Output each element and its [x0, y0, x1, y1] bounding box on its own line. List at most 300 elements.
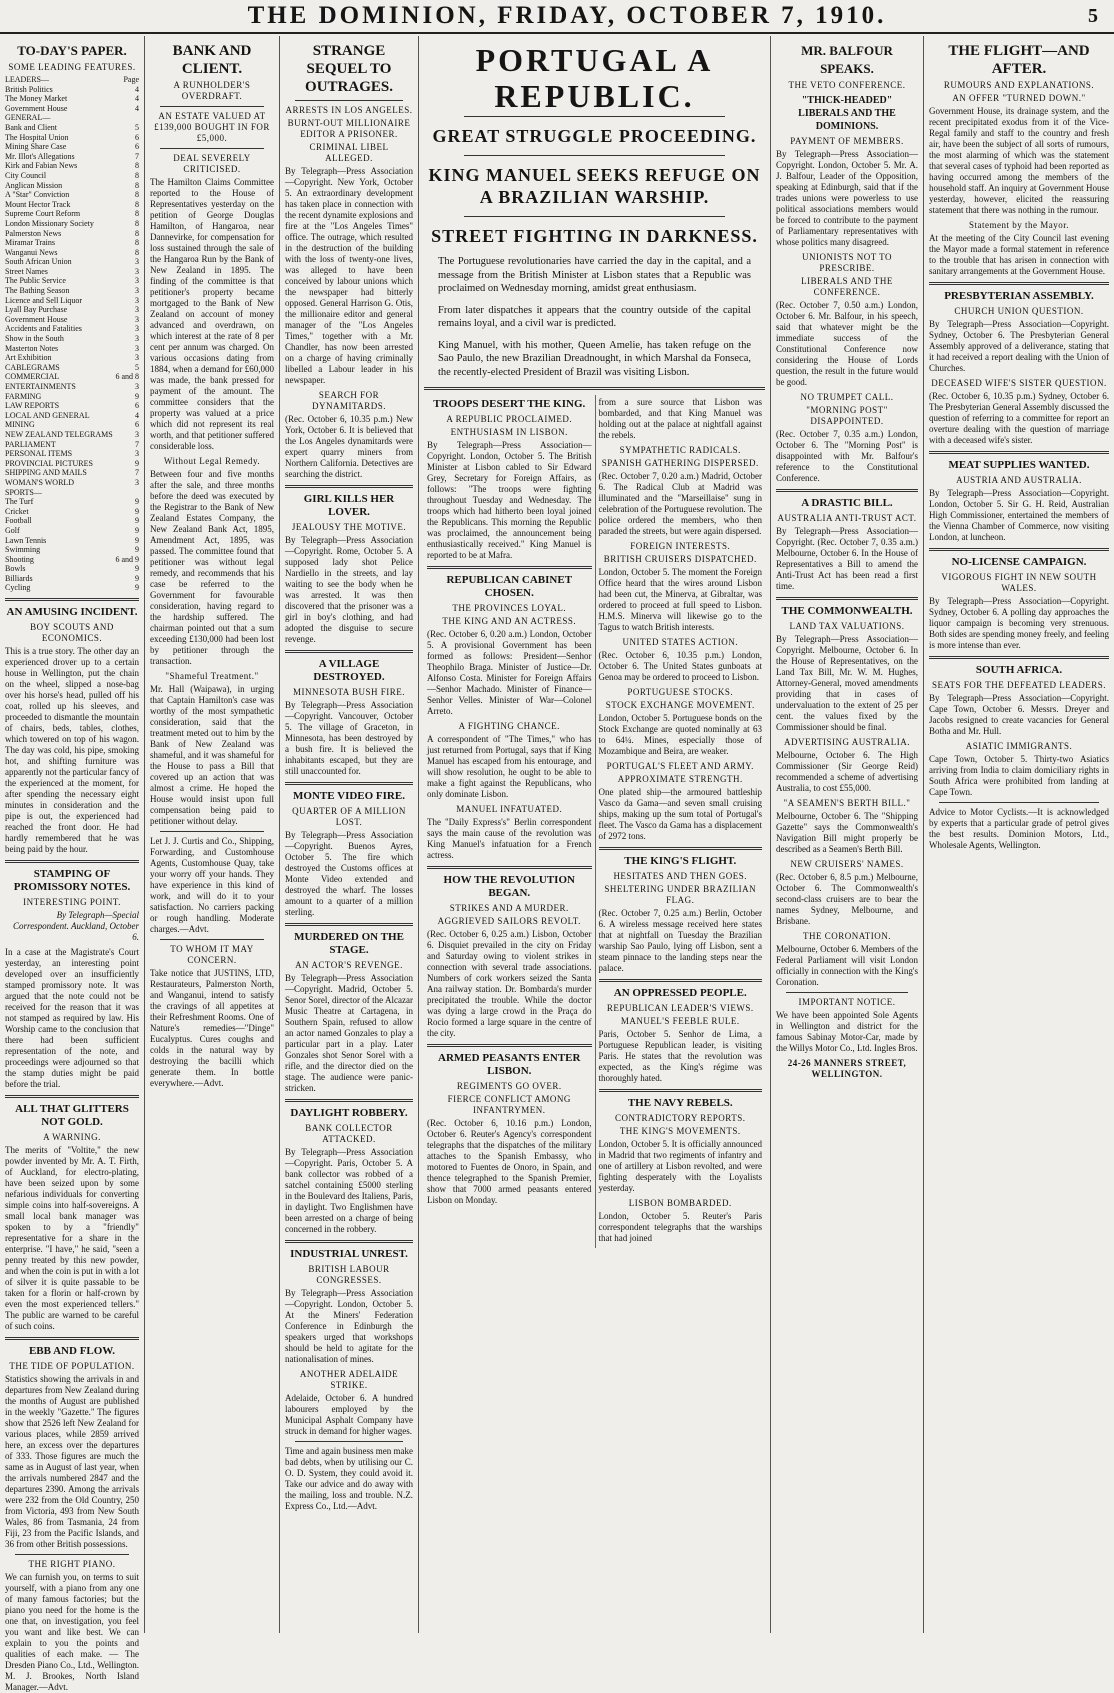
- article-body: By Telegraph—Press Association—Copyright. London, October 5. Sir G. H. Reid, Australian High Commissioner, entertained the members of the Vienna Chamber of Commerce, now visiting London, at luncheon.: [929, 488, 1109, 542]
- article-body: (Rec. October 6, 8.5 p.m.) Melbourne, October 6. The Commonwealth's second-class cruisers are to bear the names Sydney, Melbourne, and Brisbane.: [776, 872, 918, 926]
- lead-paragraph: From later dispatches it appears that the country outside of the capital remains loyal, and a civil war is predicted.: [438, 304, 751, 329]
- article-subheading: VIGOROUS FIGHT IN NEW SOUTH WALES.: [941, 572, 1097, 593]
- feature-name: PROVINCIAL PICTURES: [5, 458, 93, 468]
- feature-row: [5, 305, 139, 315]
- article-body: By Telegraph—Press Association—Copyright. Vancouver, October 5. The village of Graceton, in Minnesota, has been destroyed by a bush fire. It is believed the inhabitants escaped, but they are still unaccounted for.: [285, 700, 413, 776]
- feature-row: [5, 171, 139, 181]
- feature-page: 3: [135, 295, 139, 305]
- feature-name: Anglican Mission: [5, 180, 63, 190]
- article-body: Cape Town, October 5. Thirty-two Asiatics arriving from India to claim domiciliary rights in South Africa were prohibited from landing at Cape Town.: [929, 754, 1109, 797]
- article-heading: PRESBYTERIAN ASSEMBLY.: [944, 290, 1094, 302]
- article-body: Mr. Hall (Waipawa), in urging that Captain Hamilton's case was worthy of the most sympathetic consideration, said that the treatment meted out to him by the Bank of New Zealand was shameful, and it was shameful for the House to pass a Bill that covered up an action that was almost a crime. He hoped the House would insist upon full compensation being paid to petitioner without delay.: [150, 684, 274, 826]
- article-body: By Telegraph—Press Association—Copyright. Melbourne, October 6. In the House of Representatives, on the Land Tax Bill, Mr. W. M. Hughes, Attorney-General, moved amendments providing that in cases of undervaluation to the extent of 25 per cent. the values fixed by the Commissioner should be final.: [776, 634, 918, 732]
- article-body: By Telegraph—Press Association—Copyright. New York, October 5. An extraordinary development has taken place in connection with the recent dynamite explosions and fire at the "Los Angeles Times" office. The outrage, which resulted in the destruction of the building with the loss of twenty-one lives, was alleged to have been conceived by labour unions which the newspaper had bitterly opposed. General Harrison G. Otis, the millionaire editor and general manager of the "Los Angeles Times," together with a Mr. Chandler, has now been arrested on a charge of having criminally libelled a Labour leader in his newspaper.: [285, 166, 413, 385]
- article-body: By Telegraph—Press Association—Copyright. Buenos Ayres, October 5. The fire which destroyed the Customs offices at Monte Video extended and destroyed the wharf. The losses amount to a quarter of a million sterling.: [285, 830, 413, 917]
- feature-page: 7: [135, 151, 139, 161]
- feature-row: [5, 401, 139, 411]
- features-list: [5, 75, 139, 593]
- article-subheading: REGIMENTS GO OVER.: [456, 1081, 562, 1091]
- feature-page: 8: [135, 199, 139, 209]
- advert-body: Let J. J. Curtis and Co., Shipping, Forwarding, and Customhouse Agents, Customhouse Quay, take your worry off your hands. They have experience in this kind of work, and will do it to your satisfaction. No carriers packing or rough handling. Moderate charges.—Advt.: [150, 836, 274, 934]
- feature-row: [5, 564, 139, 574]
- article-body: A correspondent of "The Times," who has just returned from Portugal, says that if King Manuel has escaped from his entourage, and will show resolution, he ought to be able to make a fight against the Republicans, who only dominate Lisbon.: [427, 734, 592, 799]
- article-subheading: A WARNING.: [43, 1132, 101, 1143]
- article-subheading: THE KING AND AN ACTRESS.: [442, 616, 577, 626]
- article-dateline: By Telegraph—Special Correspondent. Auckland, October 6.: [13, 910, 139, 943]
- feature-name: GENERAL—: [5, 113, 51, 123]
- article-body: (Rec. October 6, 0.25 a.m.) Lisbon, October 6. Disquiet prevailed in the city on Friday and Saturday owing to violent strikes in connection with several trade associations. Numbers of cork workers seized the Santa Ana railway station. Dr. Bombarda's murder precipitated the trouble. While the doctor was dying a large crowd in the Praça do Rocio formed a large square in the centre of the city.: [427, 929, 592, 1038]
- article-subheading: HESITATES AND THEN GOES.: [613, 871, 748, 881]
- column-3: [280, 36, 419, 1633]
- feature-row: [5, 372, 139, 382]
- feature-name: Supreme Court Reform: [5, 209, 81, 219]
- article-body: By Telegraph—Press Association—Copyright. London, October 5. The British Minister at Lisbon cabled to Sir Edward Grey, Secretary for Foreign Affairs, as follows: "The troops were fighting throughout Tuesday and Wednesday. The troops which had hitherto been loyal joined the Republicans. This morning the Republic was proclaimed, the announcement being enthusiastically received." King Manuel is reported to be at Mafra.: [427, 440, 592, 560]
- feature-row: [5, 459, 139, 469]
- article-body: By Telegraph—Press Association—Copyright. Rome, October 5. A supposed lady shot Pelice Nardiello in the streets, and lay waiting to see the body when he was arrested. It was then discovered that the prisoner was a girl in boy's clothing, and had adopted the disguise to secure revenge.: [285, 535, 413, 644]
- article-subheading: ANOTHER ADELAIDE STRIKE.: [299, 1369, 399, 1390]
- article-subheading: LISBON BOMBARDED.: [628, 1198, 732, 1208]
- feature-name: FARMING: [5, 391, 42, 401]
- lead-paragraph: The Portuguese revolutionaries have carried the day in the capital, and a message from the British Minister at Lisbon states that a Republic was proclaimed on Wednesday morning, amidst great enthusiasm.: [438, 256, 751, 294]
- feature-row: [5, 257, 139, 267]
- article-subheading: THE PROVINCES LOYAL.: [452, 603, 567, 613]
- feature-row: [5, 315, 139, 325]
- masthead: [0, 0, 1114, 34]
- article-subheading: STOCK EXCHANGE MOVEMENT.: [605, 700, 755, 710]
- feature-row: [5, 123, 139, 133]
- article-subheading: INTERESTING POINT.: [23, 897, 121, 908]
- article-subheading: ENTHUSIASM IN LISBON.: [450, 427, 568, 437]
- article-body: Paris, October 5. Senhor de Lima, a Portuguese Republican leader, is visiting Paris. He states that the revolution was expected, as the King's régime was thoroughly hated.: [598, 1029, 762, 1083]
- article-body: (Rec. October 6, 0.20 a.m.) London, October 5. A provisional Government has been formed as follows: President—Senhor Theophilo Braga. Minister of Justice—Dr. Alfonso Costa. Minister for Foreign Affairs—Senhor Machado. Minister of Finance—Senhor Velles. Minister of War—Colonel Arreto.: [427, 629, 592, 716]
- article-subheading: CRIMINAL LIBEL ALLEGED.: [309, 142, 389, 163]
- article-body: The "Daily Express's" Berlin correspondent says the main cause of the revolution was King Manuel's infatuation for a French actress.: [427, 817, 592, 860]
- feature-page: 8: [135, 170, 139, 180]
- article-subheading: NEW CRUISERS' NAMES.: [790, 859, 904, 869]
- article-subheading: "MORNING POST" DISAPPOINTED.: [806, 405, 888, 426]
- article-subheading: REPUBLICAN LEADER'S VIEWS.: [606, 1003, 754, 1013]
- article-body: London, October 5. The moment the Foreign Office heard that the wires around Lisbon had been cut, the Minerva, at Gibraltar, was ordered to proceed at full speed to Lisbon. H.M.S. Minerva will likewise go to the Tagus to watch British interests.: [598, 567, 762, 632]
- feature-name: The Bathing Season: [5, 286, 70, 296]
- article-body: By Telegraph—Press Association—Copyright. Sydney, October 6. A polling day approaches the liquor campaign is becoming very strenuous. Both sides are spending money freely, and feeling is more intense than ever.: [929, 596, 1109, 650]
- feature-name: The Turf: [5, 497, 34, 507]
- article-body: Government House, its drainage system, and the recent precipitated exodus from it of the Vice-Regal family and staff to the country and fresh air, have been the subject of all sorts of rumours, the most alarming of which was the statement that several cases of typhoid had been reported as having occurred among the members of the household staff. An inquiry at Government House yesterday, however, elicited the reassuring statement that there was nothing in the rumour.: [929, 106, 1109, 215]
- feature-name: Show in the South: [5, 334, 64, 344]
- article-body: In a case at the Magistrate's Court yesterday, an interesting point developed over an insufficiently stamped promissory note. It was argued that the note could not be received for the reason that it was not stamped as required by law. His Worship came to the conclusion that there had been sufficient representation of the note, and proceedings were adjourned so that the stamp duties might be paid before the trial.: [5, 947, 139, 1090]
- feature-row: [5, 516, 139, 526]
- article-subheading: FOREIGN INTERESTS.: [630, 541, 731, 551]
- feature-row: [5, 497, 139, 507]
- feature-row: [5, 200, 139, 210]
- feature-row: [5, 286, 139, 296]
- feature-name: Cricket: [5, 506, 29, 516]
- portugal-subcolumns: [424, 395, 765, 1248]
- article-body: At the meeting of the City Council last evening the Mayor made a formal statement in reference to the trouble that has arisen in connection with sanitary arrangements at the Government House.: [929, 233, 1109, 276]
- article-body: (Rec. October 7, 0.50 a.m.) London, October 6. Mr. Balfour, in his speech, said that whatever might be the immediate success of the Constitutional Conference now considering the House of Lords question, the result in the future would be good.: [776, 300, 918, 387]
- feature-row: [5, 161, 139, 171]
- article-heading: NO-LICENSE CAMPAIGN.: [951, 556, 1087, 568]
- article-body: This is a true story. The other day an experienced drover up to a certain house in Wellington, put the chain on the wheel, slipped a nose-bag over his horse's head, pulled off his coat, rolled up his sleeves, and proceeded to dismantle the mountain of chairs, beds, tables, clothes, which towered on top of his wagon. The day was cold, his pipe, smoking hot, and shifting furniture was apparently not the particular fancy of the experienced at the moment, for after spending the necessary eight minutes in consideration and the pipe is out, the experienced had reached the front door. He had hardly remembered that he was being paid by the hour.: [5, 646, 139, 855]
- feature-name: Lawn Tennis: [5, 535, 47, 545]
- article-subheading: SEATS FOR THE DEFEATED LEADERS.: [931, 680, 1107, 690]
- column-6: [924, 36, 1114, 1633]
- main-headline: PORTUGAL A REPUBLIC.: [475, 42, 714, 114]
- article-body: London, October 5. It is officially announced in Madrid that two regiments of infantry and one of artillery at Lisbon revolted, and were fighting desperately with the Loyalists yesterday.: [598, 1139, 762, 1193]
- feature-name: Licence and Sell Liquor: [5, 295, 83, 305]
- feature-name: Mount Hector Track: [5, 199, 71, 209]
- feature-row: [5, 113, 139, 123]
- article-subheading: FIERCE CONFLICT AMONG INFANTRYMEN.: [447, 1094, 571, 1115]
- article-subheading: A FIGHTING CHANCE.: [458, 721, 560, 731]
- feature-row: [5, 574, 139, 584]
- feature-row: [5, 411, 139, 421]
- column-5: [771, 36, 924, 1633]
- article-subheading: NO TRUMPET CALL.: [800, 392, 894, 402]
- feature-row: [5, 420, 139, 430]
- advert-heading: THE RIGHT PIANO.: [28, 1559, 116, 1570]
- feature-name: ENTERTAINMENTS: [5, 382, 76, 391]
- feature-page: 3: [135, 382, 139, 391]
- feature-row: [5, 94, 139, 104]
- feature-page: 9: [135, 525, 139, 535]
- article-subheading: AN ACTOR'S REVENGE.: [295, 960, 403, 970]
- feature-name: Masterton Notes: [5, 343, 59, 353]
- feature-row: [5, 267, 139, 277]
- feature-row: [5, 296, 139, 306]
- feature-name: Mr. Illot's Allegations: [5, 151, 75, 161]
- feature-name: Lyall Bay Purchase: [5, 305, 68, 315]
- article-subheading: AN ESTATE VALUED AT £139,000 BOUGHT IN FOR £5,000.: [154, 111, 270, 143]
- feature-name: A "Star" Conviction: [5, 190, 70, 200]
- article-subheading: A REPUBLIC PROCLAIMED.: [446, 414, 573, 424]
- article-body: By Telegraph—Press Association—Copyright. Madrid, October 5. Senor Sorel, director of the Alcazar Music Theatre at Cartagena, in Southern Spain, refused to allow an actor named Gonzales to play a particular part in a play. Later Gonzales shot Senor Sorel with a rifle, and the director died on the stage. The audience were panic-stricken.: [285, 973, 413, 1093]
- feature-row: [5, 430, 139, 440]
- feature-name: London Missionary Society: [5, 218, 94, 228]
- article-subheading: AN OFFER "TURNED DOWN.": [952, 93, 1086, 103]
- article-body: (Rec. October 7, 0.35 a.m.) London, October 6. The "Morning Post" is disappointed with Mr. Balfour's reference to the Constitutional Conference.: [776, 429, 918, 483]
- advert-body: We have been appointed Sole Agents in Wellington and district for the famous Sabinay Motor-Car, made by the Willys Motor Co., Ltd. Ingles Bros.: [776, 1010, 918, 1053]
- article-subheading: "A SEAMEN'S BERTH BILL.": [783, 798, 911, 808]
- feature-page: 8: [135, 190, 139, 200]
- article-heading: BANK AND CLIENT.: [172, 43, 252, 77]
- article-subheading: RUMOURS AND EXPLANATIONS.: [943, 80, 1095, 90]
- feature-name: Shooting: [5, 554, 34, 564]
- feature-row: [5, 209, 139, 219]
- portugal-left-column: [424, 395, 595, 1248]
- article-body: Between four and five months after the sale, and three months before the deed was executed by the Registrar to the Bank of New Zealand Estates Company, the New Zealand Bank Act, 1895, Amendment Act, 1895, was passed. The committee found that petitioner was without legal remedy, and recommends that his case be referred to the Government for favourable consideration, having regard to the hardship suffered. The chairman pointed out that a sum exceeding £130,000 had been lost by petitioner through the transaction.: [150, 469, 274, 666]
- feature-row: [5, 190, 139, 200]
- article-subheading: THE CORONATION.: [803, 931, 891, 941]
- main-subheadline: KING MANUEL SEEKS REFUGE ON A BRAZILIAN WARSHIP.: [428, 165, 761, 207]
- article-heading: TROOPS DESERT THE KING.: [433, 398, 586, 410]
- feature-name: Billiards: [5, 573, 33, 583]
- feature-row: [5, 248, 139, 258]
- feature-name: Mining Share Case: [5, 142, 67, 152]
- feature-name: City Council: [5, 170, 47, 180]
- feature-row: [5, 507, 139, 517]
- feature-page: 6: [135, 420, 139, 430]
- feature-row: [5, 363, 139, 373]
- article-heading: MURDERED ON THE STAGE.: [294, 931, 404, 956]
- article-heading: GIRL KILLS HER LOVER.: [303, 493, 395, 518]
- feature-page: 6: [135, 401, 139, 411]
- portugal-right-column: [595, 395, 766, 1248]
- advert-body: Take notice that JUSTINS, LTD, Restaurateurs, Palmerston North, and Wanganui, intend to satisfy the cravings of all appetites at their Refreshment Rooms. One of Nature's remedies—"Dinge" Eucalyptus. Cures coughs and colds in the natural way by destroying the bacilli which generate them. In bottle everywhere.—Advt.: [150, 968, 274, 1088]
- feature-page: 3: [135, 324, 139, 334]
- feature-name: MINING: [5, 420, 35, 430]
- feature-page: 3: [135, 257, 139, 267]
- feature-page: 9: [135, 516, 139, 526]
- article-body: London, October 5. Portuguese bonds on the Stock Exchange are quoted nominally at 63 to 64¼. Mines, especially those of Mozambique and Beira, are weaker.: [598, 713, 762, 756]
- feature-name: LEADERS—: [5, 75, 49, 84]
- article-subheading: SYMPATHETIC RADICALS.: [619, 445, 741, 455]
- article-subheading: CHURCH UNION QUESTION.: [954, 306, 1084, 316]
- feature-row: [5, 583, 139, 593]
- article-body: (Rec. October 7, 0.20 a.m.) Madrid, October 6. The Radical Club at Madrid was illuminated and the "Marseillaise" sung in celebration of the Portuguese revolution. The police ordered the members, who then paraded the streets, but were again dispersed.: [598, 471, 762, 536]
- article-subheading: "THICK-HEADED" LIBERALS AND THE DOMINIONS.: [798, 95, 896, 132]
- feature-name: LOCAL AND GENERAL: [5, 410, 90, 420]
- feature-row: [5, 555, 139, 565]
- article-subheading: BURNT-OUT MILLIONAIRE EDITOR A PRISONER.: [287, 118, 411, 139]
- article-heading: ARMED PEASANTS ENTER LISBON.: [438, 1052, 581, 1077]
- feature-row: [5, 238, 139, 248]
- feature-page: 3: [135, 286, 139, 296]
- feature-page: 5: [135, 122, 139, 132]
- feature-page: 9: [135, 545, 139, 555]
- article-subheading: THE TIDE OF POPULATION.: [9, 1361, 135, 1372]
- feature-name: CABLEGRAMS: [5, 362, 60, 372]
- feature-page: 3: [135, 314, 139, 324]
- feature-row: [5, 478, 139, 488]
- feature-row: [5, 133, 139, 143]
- feature-row: [5, 219, 139, 229]
- article-subheading: APPROXIMATE STRENGTH.: [617, 774, 743, 784]
- feature-page: 6 and 9: [115, 554, 139, 564]
- feature-name: PARLIAMENT: [5, 439, 56, 449]
- feature-page: 7: [135, 468, 139, 478]
- article-subheading: MINNESOTA BUSH FIRE.: [292, 687, 406, 697]
- article-subheading: DEAL SEVERELY CRITICISED.: [173, 153, 251, 174]
- feature-name: PERSONAL ITEMS: [5, 449, 73, 459]
- article-subheading: BRITISH LABOUR CONGRESSES.: [308, 1264, 390, 1285]
- article-heading: MONTE VIDEO FIRE.: [293, 790, 405, 802]
- feature-page: 6: [135, 142, 139, 152]
- article-subheading: PAYMENT OF MEMBERS.: [790, 136, 904, 146]
- feature-row: [5, 536, 139, 546]
- article-subheading: ARRESTS IN LOS ANGELES.: [285, 105, 413, 115]
- feature-name: Kirk and Fabian News: [5, 161, 78, 171]
- feature-page: 9: [135, 583, 139, 593]
- article-subheading: PORTUGUESE STOCKS.: [627, 687, 734, 697]
- article-heading: AN AMUSING INCIDENT.: [6, 606, 138, 619]
- article-heading: EBB AND FLOW.: [28, 1345, 116, 1358]
- article-subheading: THE VETO CONFERENCE.: [788, 80, 906, 90]
- feature-page: 5: [135, 362, 139, 372]
- feature-name: South African Union: [5, 257, 72, 267]
- article-subheading: "Shameful Treatment.": [165, 671, 259, 681]
- feature-row: [5, 344, 139, 354]
- feature-name: Art Exhibition: [5, 353, 52, 363]
- article-body: Adelaide, October 6. A hundred labourers employed by the Municipal Asphalt Company have struck in demand for higher wages.: [285, 1393, 413, 1436]
- article-heading: SOUTH AFRICA.: [975, 664, 1063, 676]
- article-heading: THE COMMONWEALTH.: [781, 605, 913, 617]
- article-subheading: ADVERTISING AUSTRALIA.: [784, 737, 910, 747]
- main-subheadline: STREET FIGHTING IN DARKNESS.: [431, 226, 758, 246]
- feature-name: Golf: [5, 525, 20, 535]
- feature-page: 3: [135, 343, 139, 353]
- feature-row: [5, 276, 139, 286]
- feature-page: 6: [135, 132, 139, 142]
- advert-address: 24-26 MANNERS STREET, WELLINGTON.: [787, 1058, 907, 1079]
- feature-page: 9: [135, 506, 139, 516]
- feature-name: Government House: [5, 103, 68, 113]
- feature-page: 8: [135, 209, 139, 219]
- article-body: (Rec. October 6, 10.35 p.m.) Sydney, October 6. The Presbyterian General Assembly discussed the question of referring to a committee for report an overture dealing with the question of marriage with a deceased wife's sister.: [929, 391, 1109, 445]
- article-heading: MR. BALFOUR SPEAKS.: [801, 43, 893, 76]
- article-subheading: AUSTRIA AND AUSTRALIA.: [956, 475, 1082, 485]
- feature-page: 3: [135, 276, 139, 286]
- feature-name: NEW ZEALAND TELEGRAMS: [5, 429, 113, 439]
- feature-name: Street Names: [5, 266, 48, 276]
- feature-page: 3: [135, 429, 139, 439]
- feature-name: Miramar Trains: [5, 238, 55, 248]
- feature-name: Wanganui News: [5, 247, 58, 257]
- feature-row: [5, 545, 139, 555]
- article-heading: DAYLIGHT ROBBERY.: [290, 1107, 408, 1119]
- feature-page: 9: [135, 497, 139, 507]
- article-subheading: AGGRIEVED SAILORS REVOLT.: [437, 916, 581, 926]
- feature-row: [5, 75, 139, 85]
- feature-row: [5, 142, 139, 152]
- feature-row: [5, 229, 139, 239]
- article-body: Melbourne, October 6. The "Shipping Gazette" says the Commonwealth's Navigation Bill might properly be described as a Seamen's Berth Bill.: [776, 811, 918, 854]
- article-subheading: SEARCH FOR DYNAMITARDS.: [311, 390, 387, 411]
- feature-row: [5, 382, 139, 392]
- article-heading: THE FLIGHT—AND AFTER.: [948, 43, 1090, 77]
- feature-row: [5, 526, 139, 536]
- feature-page: 3: [135, 334, 139, 344]
- article-subheading: Statement by the Mayor.: [969, 220, 1069, 230]
- lead-paragraph: King Manuel, with his mother, Queen Amelie, has taken refuge on the Sao Paulo, the new Brazilian Dreadnought, in which Marshal da Fonseca, the recently-elected President of Brazil was visiting Lisbon.: [438, 339, 751, 378]
- article-body: Melbourne, October 6. The High Commissioner (Sir George Reid) recommended a scheme of advertising Australia, to cost £55,000.: [776, 750, 918, 793]
- feature-name: SPORTS—: [5, 487, 42, 497]
- article-body: London, October 5. Reuter's Paris correspondent telegraphs that the warships that had joined: [598, 1211, 762, 1243]
- feature-page: 6 and 8: [115, 372, 139, 382]
- masthead-title: THE DOMINION, FRIDAY, OCTOBER 7, 1910.: [247, 2, 887, 29]
- feature-name: Government House: [5, 314, 68, 324]
- article-subheading: THE KING'S MOVEMENTS.: [619, 1126, 741, 1136]
- column-4-portugal: [419, 36, 771, 1633]
- advert-heading: IMPORTANT NOTICE.: [798, 997, 896, 1007]
- feature-row: [5, 392, 139, 402]
- article-subheading: JEALOUSY THE MOTIVE.: [291, 522, 407, 532]
- page-number: 5: [1088, 4, 1098, 27]
- feature-name: British Politics: [5, 84, 53, 94]
- article-subheading: Without Legal Remedy.: [163, 456, 261, 466]
- feature-name: SHIPPING AND MAILS: [5, 468, 87, 478]
- article-subheading: QUARTER OF A MILLION LOST.: [292, 806, 406, 827]
- todays-paper-heading: TO-DAY'S PAPER.: [17, 43, 127, 58]
- feature-page: 3: [135, 266, 139, 276]
- article-body: By Telegraph—Press Association—Copyright. (Rec. October 7, 0.35 a.m.) Melbourne, October 6. In the House of Representatives a Bill to amend the Anti-Trust Act has been read a first time.: [776, 526, 918, 591]
- article-body: One plated ship—the armoured battleship Vasco da Gama—and seven small cruising ships, making up the sum total of Portugal's fleet. The Vasco da Gama has a displacement of 2972 tons.: [598, 787, 762, 841]
- columns: [0, 36, 1114, 1693]
- article-body: (Rec. October 7, 0.25 a.m.) Berlin, October 6. A wireless message received here states that at nightfall on Tuesday the Brazilian warship Sao Paulo, lying off Lisbon, sent a steam pinnace to the landing steps near the palace.: [598, 908, 762, 973]
- feature-page: 8: [135, 238, 139, 248]
- advert-body: We can furnish you, on terms to suit yourself, with a piano from any one of many famous factories; but the piano you need for the home is the one that, on investigation, you feel you want and like best. We can explain to you the points and qualities of each make. — The Dresden Piano Co., Ltd., Wellington. M. J. Brookes, North Island Manager.—Advt.: [5, 1572, 139, 1693]
- article-heading: THE KING'S FLIGHT.: [624, 855, 737, 867]
- feature-name: Bowls: [5, 564, 26, 574]
- article-subheading: BOY SCOUTS AND ECONOMICS.: [30, 622, 114, 644]
- feature-row: [5, 181, 139, 191]
- article-body: Statistics showing the arrivals in and departures from New Zealand during the months of August are published in the weekly "Gazette." The figures show that 2526 left New Zealand for various places, while 2859 arrived here, an excess over the departures of 333. Those figures are much the same as in August of last year, when the arrivals numbered 2847 and the departures 2390. Among the arrivals were 232 from the Old Country, 250 from Victoria, 493 from New South Wales, 86 from Tasmania, 24 from Fiji, 23 from the Pacific Islands, and 36 from other British possessions.: [5, 1374, 139, 1550]
- feature-page: 4: [135, 94, 139, 104]
- article-subheading: BANK COLLECTOR ATTACKED.: [305, 1123, 393, 1144]
- feature-page: 9: [135, 564, 139, 574]
- article-subheading: AUSTRALIA ANTI-TRUST ACT.: [777, 513, 917, 523]
- column-2: [145, 36, 280, 1633]
- feature-page: 9: [135, 535, 139, 545]
- article-subheading: DECEASED WIFE'S SISTER QUESTION.: [931, 378, 1107, 388]
- feature-page: 9: [135, 573, 139, 583]
- feature-page: 9: [135, 458, 139, 468]
- article-subheading: ASIATIC IMMIGRANTS.: [965, 741, 1073, 751]
- advert-body: Time and again business men make bad debts, when by utilising our C. O. D. System, they could avoid it. Take our advice and do away with the mailing, loss and trouble. N.Z. Express Co., Ltd.—Advt.: [285, 1446, 413, 1511]
- article-body: By Telegraph—Press Association—Copyright. Paris, October 5. A bank collector was robbed of a satchel containing £5000 sterling in the Boulevard des Italiens, Paris, in daylight. Two Englishmen have been arrested on a charge of being concerned in the robbery.: [285, 1147, 413, 1234]
- article-subheading: A RUNHOLDER'S OVERDRAFT.: [173, 80, 251, 101]
- feature-name: Swimming: [5, 545, 41, 555]
- features-subheading: SOME LEADING FEATURES.: [8, 62, 136, 72]
- article-body: By Telegraph—Press Association—Copyright. Sydney, October 6. The Presbyterian General Assembly approved of a deliverance, stating that it had received a report dealing with the Union of Churches.: [929, 319, 1109, 373]
- article-subheading: STRIKES AND A MURDER.: [449, 903, 569, 913]
- advert-heading: TO WHOM IT MAY CONCERN.: [170, 944, 254, 965]
- article-heading: ALL THAT GLITTERS NOT GOLD.: [15, 1103, 129, 1129]
- advert-body: Advice to Motor Cyclists.—It is acknowledged by experts that a particular grade of petrol gives the best results. Dominion Motors, Ltd., Wholesale Agents, Wellington.: [929, 807, 1109, 850]
- article-body: (Rec. October 6, 10.16 p.m.) London, October 6. Reuter's Agency's correspondent telegraphs that the dispatches of the military attaches to the Spanish Embassy, who motored to Fuentes de Onoro, in Spain, and thence telegraphed to the Spanish Premier, show that 7000 armed peasants entered Lisbon on Monday.: [427, 1118, 592, 1205]
- article-body: Melbourne, October 6. Members of the Federal Parliament will visit London officially in connection with the King's Coronation.: [776, 944, 918, 987]
- feature-name: The Money Market: [5, 94, 68, 104]
- feature-name: Cycling: [5, 583, 31, 593]
- article-subheading: CONTRADICTORY REPORTS.: [615, 1113, 746, 1123]
- feature-row: [5, 488, 139, 498]
- article-heading: MEAT SUPPLIES WANTED.: [948, 459, 1090, 471]
- article-heading: STAMPING OF PROMISSORY NOTES.: [13, 868, 131, 894]
- feature-row: [5, 85, 139, 95]
- article-subheading: SPANISH GATHERING DISPERSED.: [601, 458, 759, 468]
- feature-page: Page: [123, 75, 139, 84]
- article-subheading: BRITISH CRUISERS DISPATCHED.: [603, 554, 757, 564]
- article-body: from a sure source that Lisbon was bombarded, and that King Manuel was holding out at the palace at nightfall against the rebels.: [598, 397, 762, 440]
- article-body: By Telegraph—Press Association—Copyright. Cape Town, October 6. Messrs. Dreyer and Jacobs resigned to create vacancies for General Botha and Mr. Hull.: [929, 693, 1109, 736]
- article-subheading: LIBERALS AND THE CONFERENCE.: [801, 276, 893, 297]
- article-subheading: MANUEL'S FEEBLE RULE.: [620, 1016, 740, 1026]
- feature-page: 4: [135, 410, 139, 420]
- article-heading: STRANGE SEQUEL TO OUTRAGES.: [305, 43, 393, 95]
- feature-row: [5, 440, 139, 450]
- article-body: (Rec. October 6, 10.35 p.m.) New York, October 6. It is believed that the Los Angeles dynamitards were expert quarry miners from Northern California. Detectives are searching the district.: [285, 414, 413, 479]
- feature-row: [5, 152, 139, 162]
- feature-name: WOMAN'S WORLD: [5, 477, 75, 487]
- feature-name: Accidents and Fatalities: [5, 324, 82, 334]
- feature-row: [5, 104, 139, 114]
- article-body: The merits of "Voltite," the new powder invented by Mr. A. T. Firth, of Auckland, for electro-plating, have been seized upon by some nefarious individuals for converting simple coins into half-sovereigns. A small local bank manager was spoken to by a "friendly" representative for a share in the enterprise. "I have," he said, "seen a penny treated by this new powder, and when the coin is put in with a lot of silver it is quite passable to be taken for a florin or half-crown by even the most experienced tellers." The public are warned to be careful of such coins.: [5, 1145, 139, 1332]
- column-1: [0, 36, 145, 1693]
- feature-name: LAW REPORTS: [5, 401, 60, 411]
- feature-page: 3: [135, 305, 139, 315]
- feature-page: 8: [135, 218, 139, 228]
- article-heading: REPUBLICAN CABINET CHOSEN.: [446, 574, 573, 599]
- article-heading: A VILLAGE DESTROYED.: [313, 658, 385, 683]
